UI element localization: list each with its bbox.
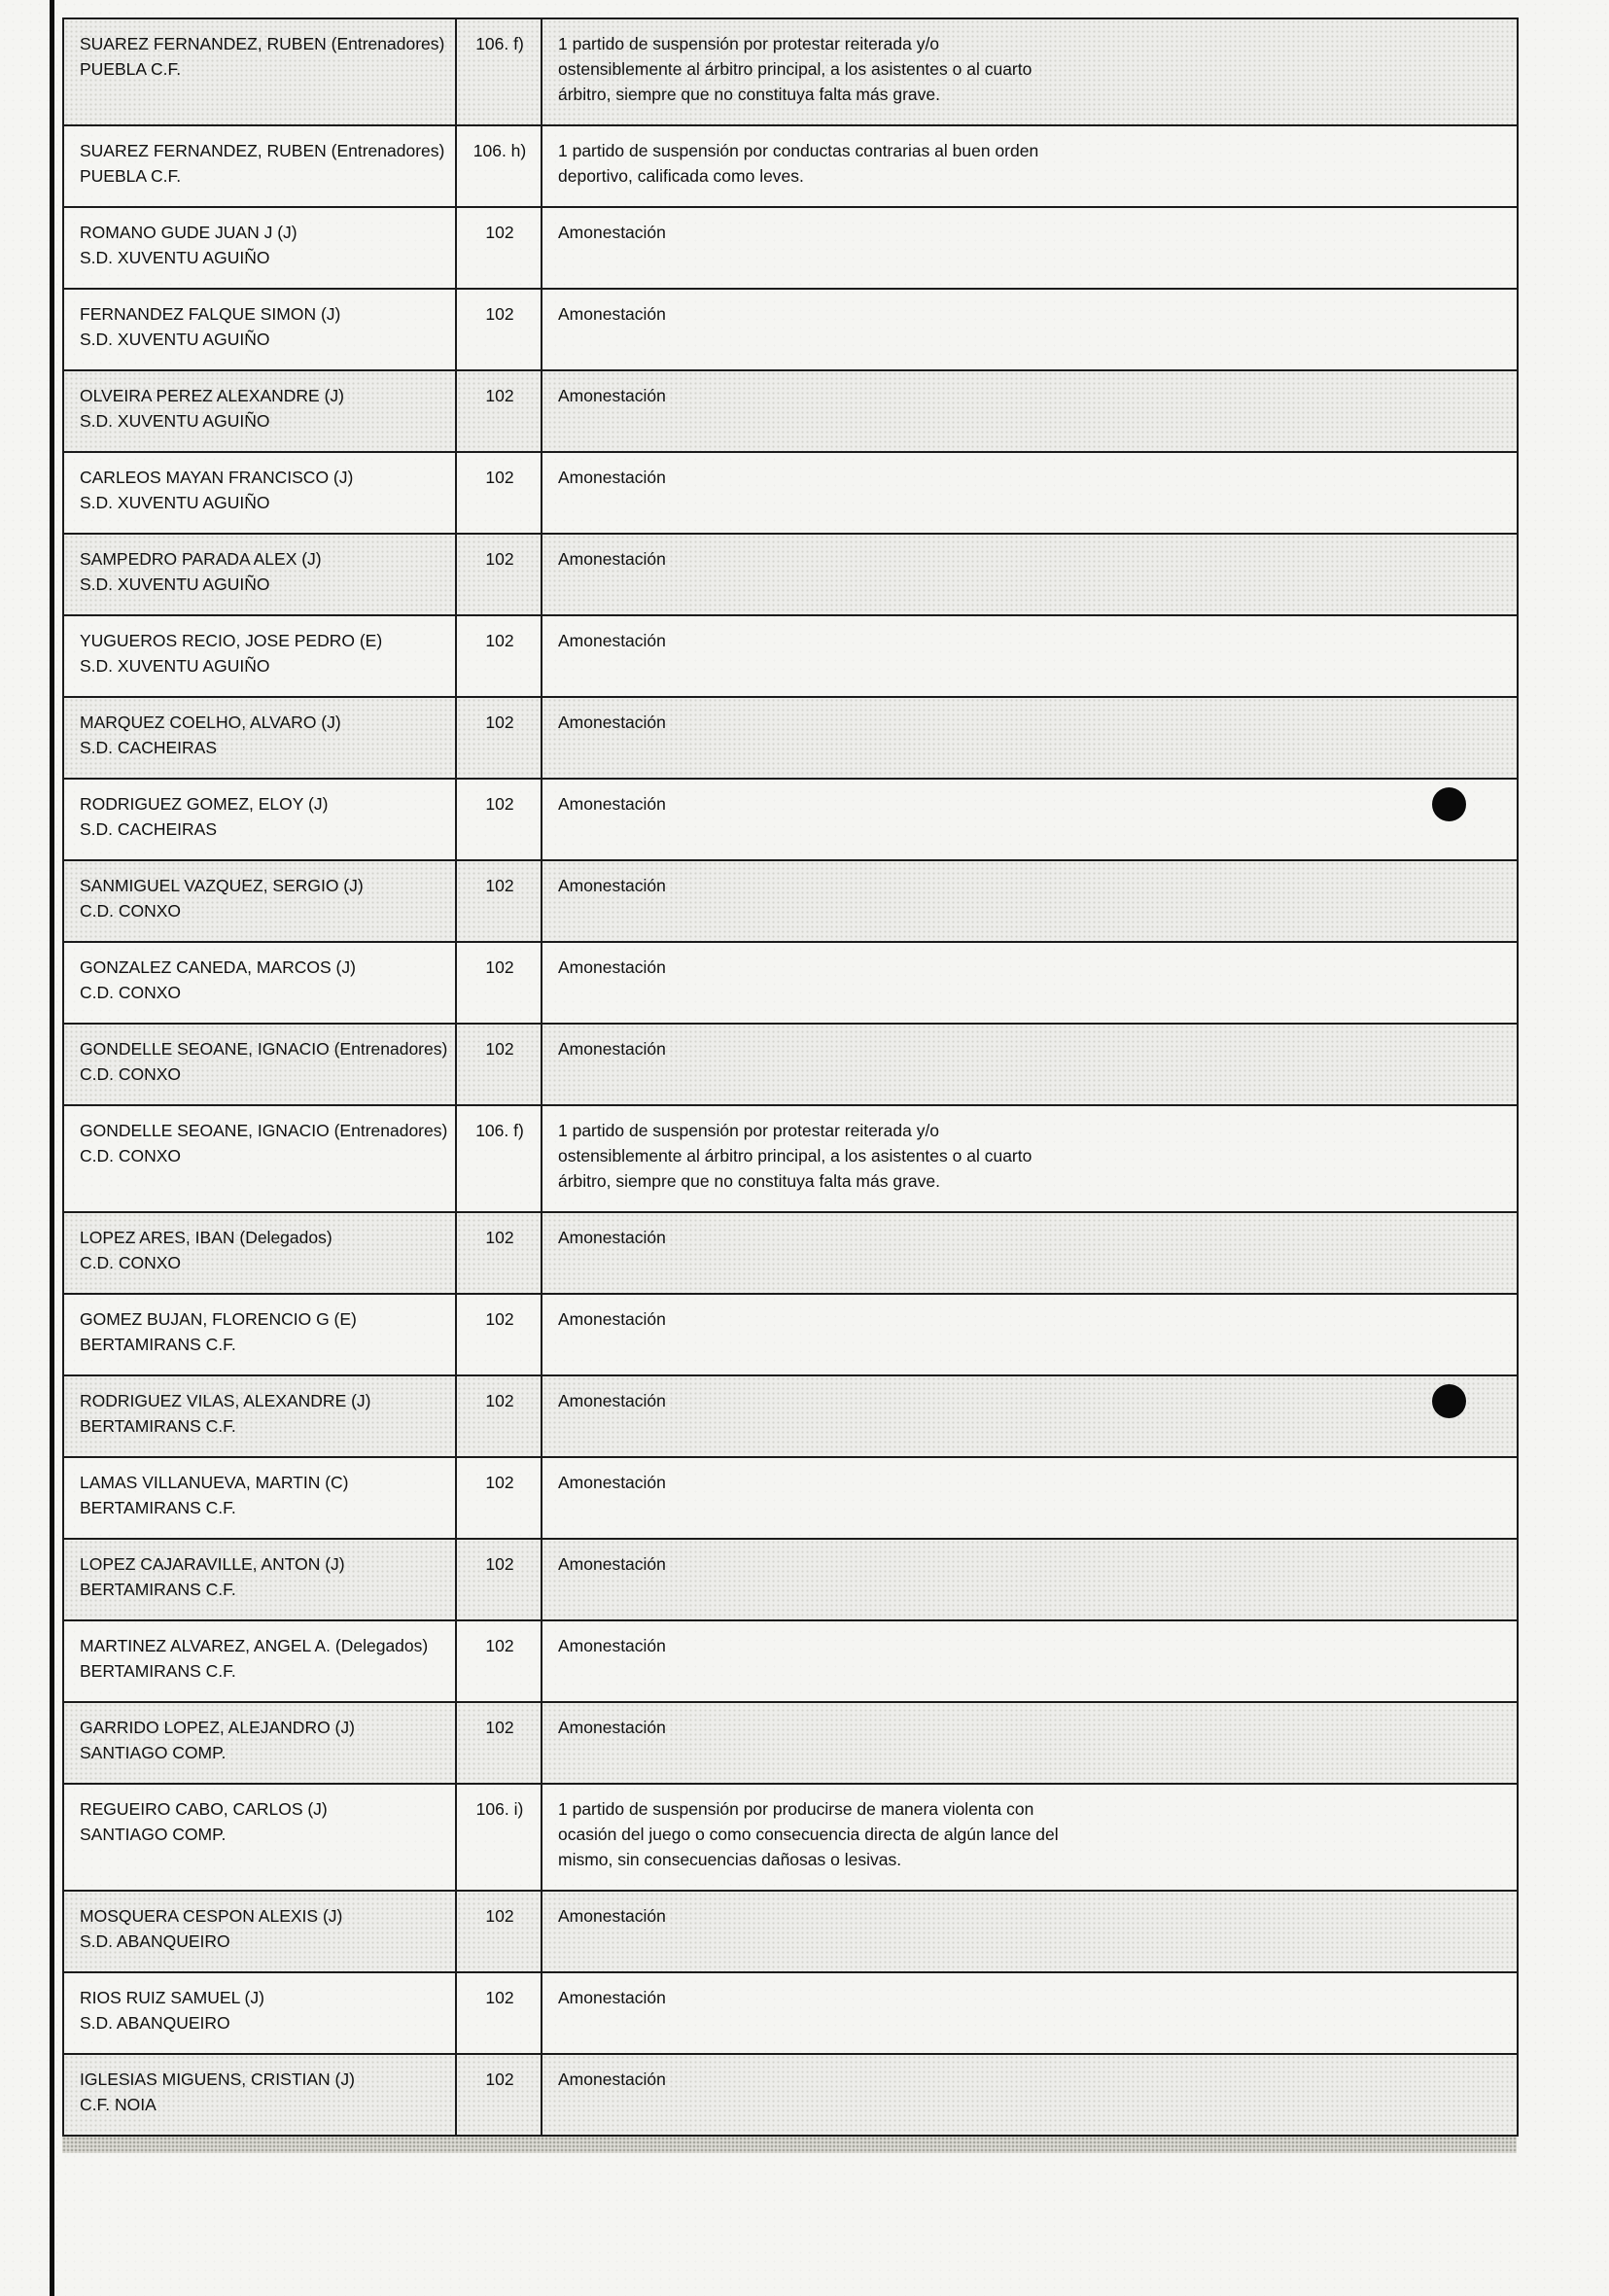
sanction-text: 1 partido de suspensión por protestar reiterada y/o ostensiblemente al árbitro principal, a los asistentes o al cuarto árbitro, siempre que no constituya falta más grave. xyxy=(558,34,1032,104)
person-club-cell xyxy=(63,1620,456,1702)
club-name: C.D. CONXO xyxy=(80,901,182,921)
sanction-text: Amonestación xyxy=(558,1988,666,2007)
sanction-cell xyxy=(542,1105,1518,1212)
article-code: 102 xyxy=(456,1972,542,2054)
person-club-cell xyxy=(63,860,456,942)
sanction-text: Amonestación xyxy=(558,1309,666,1329)
person-club-cell xyxy=(63,1784,456,1891)
sanction-cell xyxy=(542,18,1518,125)
person-club-cell xyxy=(63,125,456,207)
person-club-cell xyxy=(63,1375,456,1457)
person-name: SUAREZ FERNANDEZ, RUBEN (Entrenadores) xyxy=(80,141,445,160)
sanction-text: Amonestación xyxy=(558,1636,666,1655)
person-name: OLVEIRA PEREZ ALEXANDRE (J) xyxy=(80,386,344,405)
article-code: 102 xyxy=(456,207,542,289)
table-row xyxy=(63,942,1518,1024)
club-name: PUEBLA C.F. xyxy=(80,166,182,186)
article-code: 102 xyxy=(456,1539,542,1620)
sanction-cell xyxy=(542,1702,1518,1784)
article-code: 102 xyxy=(456,1457,542,1539)
person-club-cell xyxy=(63,1212,456,1294)
person-club-cell xyxy=(63,370,456,452)
table-row xyxy=(63,1375,1518,1457)
person-club-cell xyxy=(63,942,456,1024)
table-row xyxy=(63,207,1518,289)
table-row xyxy=(63,697,1518,779)
person-name: LOPEZ ARES, IBAN (Delegados) xyxy=(80,1228,332,1247)
article-code: 102 xyxy=(456,1375,542,1457)
sanction-cell xyxy=(542,1972,1518,2054)
sanction-cell xyxy=(542,1024,1518,1105)
sanction-cell xyxy=(542,1539,1518,1620)
club-name: C.D. CONXO xyxy=(80,1064,182,1084)
sanction-text: 1 partido de suspensión por producirse de manera violenta con ocasión del juego o como consecuencia directa de algún lance del mismo, sin consecuencias dañosas o lesivas. xyxy=(558,1799,1059,1869)
person-name: GONDELLE SEOANE, IGNACIO (Entrenadores) xyxy=(80,1039,448,1059)
article-code: 102 xyxy=(456,779,542,860)
person-club-cell xyxy=(63,1539,456,1620)
person-name: YUGUEROS RECIO, JOSE PEDRO (E) xyxy=(80,631,383,650)
article-code: 102 xyxy=(456,860,542,942)
table-row xyxy=(63,1972,1518,2054)
person-club-cell xyxy=(63,1972,456,2054)
club-name: C.D. CONXO xyxy=(80,1253,182,1272)
person-name: RODRIGUEZ VILAS, ALEXANDRE (J) xyxy=(80,1391,371,1410)
person-club-cell xyxy=(63,452,456,534)
table-row xyxy=(63,370,1518,452)
person-name: SANMIGUEL VAZQUEZ, SERGIO (J) xyxy=(80,876,364,895)
sanction-cell xyxy=(542,370,1518,452)
article-code: 102 xyxy=(456,697,542,779)
person-club-cell xyxy=(63,1891,456,1972)
person-name: RIOS RUIZ SAMUEL (J) xyxy=(80,1988,264,2007)
person-club-cell xyxy=(63,779,456,860)
club-name: C.F. NOIA xyxy=(80,2095,157,2114)
table-row xyxy=(63,1784,1518,1891)
person-name: GONZALEZ CANEDA, MARCOS (J) xyxy=(80,957,356,977)
sanction-cell xyxy=(542,534,1518,615)
person-name: REGUEIRO CABO, CARLOS (J) xyxy=(80,1799,328,1819)
table-row xyxy=(63,18,1518,125)
person-name: IGLESIAS MIGUENS, CRISTIAN (J) xyxy=(80,2070,355,2089)
ink-dot-mark xyxy=(1432,787,1466,821)
sanction-text: 1 partido de suspensión por conductas contrarias al buen orden deportivo, calificada como leves. xyxy=(558,141,1039,186)
person-club-cell xyxy=(63,615,456,697)
club-name: S.D. ABANQUEIRO xyxy=(80,2013,230,2033)
person-name: GONDELLE SEOANE, IGNACIO (Entrenadores) xyxy=(80,1121,448,1140)
club-name: PUEBLA C.F. xyxy=(80,59,182,79)
sanction-text: Amonestación xyxy=(558,386,666,405)
sanction-text: Amonestación xyxy=(558,304,666,324)
club-name: S.D. XUVENTU AGUIÑO xyxy=(80,574,270,594)
sanction-cell xyxy=(542,942,1518,1024)
sanction-text: Amonestación xyxy=(558,1391,666,1410)
club-name: SANTIAGO COMP. xyxy=(80,1743,227,1762)
person-name: MARTINEZ ALVAREZ, ANGEL A. (Delegados) xyxy=(80,1636,429,1655)
article-code: 102 xyxy=(456,942,542,1024)
article-code: 102 xyxy=(456,1024,542,1105)
sanction-text: Amonestación xyxy=(558,468,666,487)
person-club-cell xyxy=(63,1457,456,1539)
person-name: MARQUEZ COELHO, ALVARO (J) xyxy=(80,713,341,732)
sanction-cell xyxy=(542,1784,1518,1891)
person-name: GOMEZ BUJAN, FLORENCIO G (E) xyxy=(80,1309,357,1329)
club-name: BERTAMIRANS C.F. xyxy=(80,1580,236,1599)
table-row xyxy=(63,1457,1518,1539)
club-name: S.D. CACHEIRAS xyxy=(80,738,217,757)
table-row xyxy=(63,2054,1518,2136)
sanction-cell xyxy=(542,207,1518,289)
person-club-cell xyxy=(63,289,456,370)
club-name: BERTAMIRANS C.F. xyxy=(80,1498,236,1517)
sanction-text: Amonestación xyxy=(558,957,666,977)
sanction-cell xyxy=(542,1457,1518,1539)
table-row xyxy=(63,1891,1518,1972)
club-name: S.D. XUVENTU AGUIÑO xyxy=(80,493,270,512)
club-name: BERTAMIRANS C.F. xyxy=(80,1661,236,1681)
club-name: C.D. CONXO xyxy=(80,1146,182,1165)
person-club-cell xyxy=(63,1294,456,1375)
person-name: ROMANO GUDE JUAN J (J) xyxy=(80,223,297,242)
club-name: BERTAMIRANS C.F. xyxy=(80,1335,236,1354)
sanction-cell xyxy=(542,2054,1518,2136)
sanction-cell xyxy=(542,1212,1518,1294)
table-row xyxy=(63,289,1518,370)
article-code: 102 xyxy=(456,1891,542,1972)
club-name: BERTAMIRANS C.F. xyxy=(80,1416,236,1436)
sanction-text: Amonestación xyxy=(558,794,666,814)
table-row xyxy=(63,1620,1518,1702)
sanction-cell xyxy=(542,779,1518,860)
person-name: SUAREZ FERNANDEZ, RUBEN (Entrenadores) xyxy=(80,34,445,53)
person-name: MOSQUERA CESPON ALEXIS (J) xyxy=(80,1906,343,1926)
person-name: LOPEZ CAJARAVILLE, ANTON (J) xyxy=(80,1554,345,1574)
person-name: SAMPEDRO PARADA ALEX (J) xyxy=(80,549,322,569)
article-code: 102 xyxy=(456,1294,542,1375)
article-code: 102 xyxy=(456,615,542,697)
article-code: 102 xyxy=(456,452,542,534)
sanction-cell xyxy=(542,615,1518,697)
article-code: 106. h) xyxy=(456,125,542,207)
table-row xyxy=(63,615,1518,697)
article-code: 102 xyxy=(456,2054,542,2136)
sanction-text: 1 partido de suspensión por protestar reiterada y/o ostensiblemente al árbitro principal, a los asistentes o al cuarto árbitro, siempre que no constituya falta más grave. xyxy=(558,1121,1032,1191)
sanction-text: Amonestación xyxy=(558,223,666,242)
sanction-cell xyxy=(542,1620,1518,1702)
bottom-scan-shading xyxy=(62,2137,1517,2153)
sanction-text: Amonestación xyxy=(558,1039,666,1059)
sanction-cell xyxy=(542,452,1518,534)
table-row xyxy=(63,534,1518,615)
club-name: S.D. XUVENTU AGUIÑO xyxy=(80,248,270,267)
sanction-cell xyxy=(542,1294,1518,1375)
article-code: 102 xyxy=(456,534,542,615)
sanction-text: Amonestación xyxy=(558,631,666,650)
sanction-text: Amonestación xyxy=(558,1554,666,1574)
person-name: LAMAS VILLANUEVA, MARTIN (C) xyxy=(80,1473,349,1492)
article-code: 102 xyxy=(456,1620,542,1702)
sanction-text: Amonestación xyxy=(558,1473,666,1492)
article-code: 102 xyxy=(456,1702,542,1784)
sanction-cell xyxy=(542,860,1518,942)
ink-dot-mark xyxy=(1432,1384,1466,1418)
club-name: C.D. CONXO xyxy=(80,983,182,1002)
article-code: 106. f) xyxy=(456,18,542,125)
scan-edge-line xyxy=(50,0,54,2296)
table-row xyxy=(63,125,1518,207)
person-club-cell xyxy=(63,18,456,125)
table-row xyxy=(63,1212,1518,1294)
sanction-cell xyxy=(542,289,1518,370)
article-code: 106. f) xyxy=(456,1105,542,1212)
article-code: 102 xyxy=(456,1212,542,1294)
table-row xyxy=(63,1024,1518,1105)
club-name: S.D. XUVENTU AGUIÑO xyxy=(80,330,270,349)
sanction-text: Amonestación xyxy=(558,876,666,895)
club-name: SANTIAGO COMP. xyxy=(80,1825,227,1844)
sanction-cell xyxy=(542,697,1518,779)
sanction-text: Amonestación xyxy=(558,1718,666,1737)
person-club-cell xyxy=(63,697,456,779)
table-row xyxy=(63,1105,1518,1212)
club-name: S.D. CACHEIRAS xyxy=(80,819,217,839)
table-row xyxy=(63,452,1518,534)
person-name: RODRIGUEZ GOMEZ, ELOY (J) xyxy=(80,794,329,814)
person-club-cell xyxy=(63,1702,456,1784)
person-club-cell xyxy=(63,1024,456,1105)
sanction-text: Amonestación xyxy=(558,549,666,569)
table-row xyxy=(63,860,1518,942)
article-code: 102 xyxy=(456,289,542,370)
person-name: FERNANDEZ FALQUE SIMON (J) xyxy=(80,304,341,324)
sanction-cell xyxy=(542,1891,1518,1972)
sanctions-table xyxy=(62,17,1519,2137)
sanctions-document xyxy=(62,17,1517,2153)
table-row xyxy=(63,1539,1518,1620)
club-name: S.D. ABANQUEIRO xyxy=(80,1931,230,1951)
table-row xyxy=(63,1702,1518,1784)
article-code: 106. i) xyxy=(456,1784,542,1891)
table-row xyxy=(63,1294,1518,1375)
sanction-cell xyxy=(542,125,1518,207)
sanction-text: Amonestación xyxy=(558,713,666,732)
article-code: 102 xyxy=(456,370,542,452)
sanction-cell xyxy=(542,1375,1518,1457)
sanctions-table-body xyxy=(63,18,1518,2136)
table-row xyxy=(63,779,1518,860)
person-name: CARLEOS MAYAN FRANCISCO (J) xyxy=(80,468,354,487)
person-club-cell xyxy=(63,2054,456,2136)
person-club-cell xyxy=(63,534,456,615)
person-name: GARRIDO LOPEZ, ALEJANDRO (J) xyxy=(80,1718,355,1737)
club-name: S.D. XUVENTU AGUIÑO xyxy=(80,411,270,431)
sanction-text: Amonestación xyxy=(558,1906,666,1926)
club-name: S.D. XUVENTU AGUIÑO xyxy=(80,656,270,676)
person-club-cell xyxy=(63,207,456,289)
person-club-cell xyxy=(63,1105,456,1212)
sanction-text: Amonestación xyxy=(558,2070,666,2089)
sanction-text: Amonestación xyxy=(558,1228,666,1247)
